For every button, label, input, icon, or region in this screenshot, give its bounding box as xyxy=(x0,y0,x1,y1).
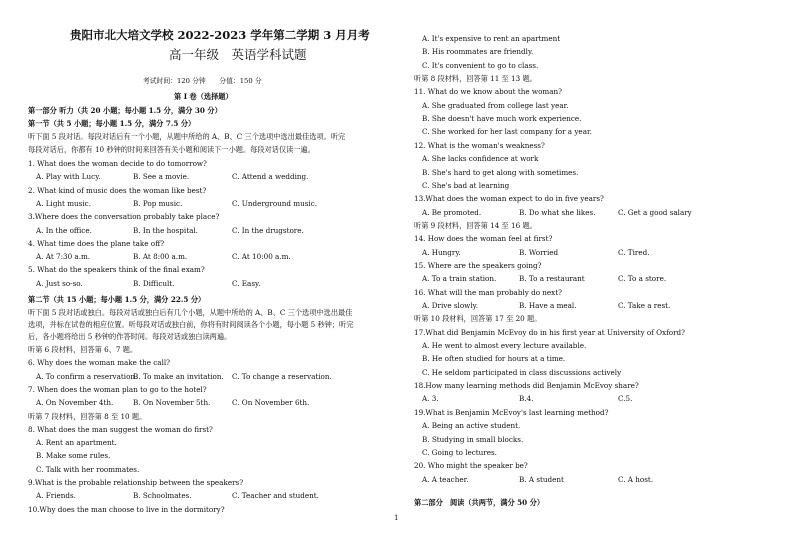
answer-option: C. She worked for her last company for a year. xyxy=(422,127,592,137)
answer-option: A. 3. xyxy=(422,394,439,404)
answer-option: B. See a movie. xyxy=(133,172,190,182)
question-text: 13.What does the woman expect to do in five years? xyxy=(414,194,604,204)
answer-option: A. In the office. xyxy=(36,225,92,235)
section2-heading: 第二节（共 15 小题；每小题 1.5 分，满分 22.5 分） xyxy=(28,295,206,304)
question-text: 16. What will the man probably do next? xyxy=(414,287,562,297)
answer-option: A. Play with Lucy. xyxy=(36,172,101,182)
answer-option: B. Difficult. xyxy=(133,278,175,288)
answer-option: B. Make some rules. xyxy=(36,451,111,461)
answer-option: A. On November 4th. xyxy=(36,398,114,408)
answer-option: B.4. xyxy=(519,394,534,404)
answer-option: C. At 10:00 a.m. xyxy=(232,252,291,262)
exam-subtitle: 高一年级 英语学科试题 xyxy=(169,47,307,62)
answer-option: C. Talk with her roommates. xyxy=(36,464,140,474)
question-text: 听第 8 段材料，回答第 11 至 13 题。 xyxy=(414,74,537,84)
answer-option: A. Just so-so. xyxy=(36,278,83,288)
answer-option: A. Be promoted. xyxy=(422,207,482,217)
question-text: 20. Who might the speaker be? xyxy=(414,461,528,471)
section2-instructions-line2: 选项，并标在试卷的相应位置。听每段对话或独白前，你将有时间阅读各个小题，每小题 5 秒钟；听完 xyxy=(28,320,354,329)
answer-option: B. He often studied for hours at a time. xyxy=(422,354,566,364)
answer-option: C. To a store. xyxy=(618,274,667,284)
section1-heading: 第一节（共 5 小题；每小题 1.5 分，满分 7.5 分） xyxy=(28,119,196,128)
page-number: 1 xyxy=(394,514,399,522)
question-text: 10.Why does the man choose to live in the dormitory? xyxy=(28,504,225,514)
answer-option: B. Pop music. xyxy=(133,198,183,208)
answer-option: C. Take a rest. xyxy=(618,301,671,310)
answer-option: C. Get a good salary xyxy=(618,207,692,217)
question-text: 8. What does the man suggest the woman do first? xyxy=(28,424,213,434)
answer-option: C. Easy. xyxy=(232,278,261,288)
part1-heading: 第一部分 听力（共 20 小题；每小题 1.5 分，满分 30 分） xyxy=(28,106,222,115)
answer-option: B. Worried xyxy=(519,247,559,257)
question-text: 5. What do the speakers think of the final exam? xyxy=(28,265,205,275)
answer-option: B. She's hard to get along with sometimes. xyxy=(422,167,579,177)
answer-option: C. Attend a wedding. xyxy=(232,172,309,182)
question-text: 12. What is the woman's weakness? xyxy=(414,140,545,150)
part2-heading: 第二部分 阅读（共两节，满分 50 分） xyxy=(414,498,545,507)
section2-instructions-line3: 后，各小题将给出 5 秒钟的作答时间。每段对话或独白读两遍。 xyxy=(28,332,232,341)
answer-option: A. A teacher. xyxy=(422,474,469,484)
answer-option: B. Schoolmates. xyxy=(133,491,192,501)
answer-option: C. Teacher and student. xyxy=(232,491,319,501)
section2-instructions-line1: 听下面 5 段对话或独白。每段对话或独白后有几个小题，从题中所给的 A、B、C 三个选项中选出最佳 xyxy=(28,308,353,317)
answer-option: A. To a train station. xyxy=(422,274,497,284)
answer-option: B. At 8:00 a.m. xyxy=(133,252,188,262)
answer-option: A. Rent an apartment. xyxy=(36,438,117,448)
question-text: 听第 10 段材料，回答第 17 至 20 题。 xyxy=(414,314,542,324)
answer-option: C. Underground music. xyxy=(232,198,318,208)
section1-instructions-line2: 每段对话后，你都有 10 秒钟的时间来回答有关小题和阅读下一小题。每段对话仅读一遍。 xyxy=(28,145,315,154)
answer-option: C. Tired. xyxy=(618,247,650,257)
answer-option: A. Drive slowly. xyxy=(422,301,479,310)
answer-option: C. To change a reservation. xyxy=(232,371,332,381)
answer-option: C.5. xyxy=(618,394,633,404)
answer-option: B. She doesn't have much work experience. xyxy=(422,114,582,124)
answer-option: B. Do what she likes. xyxy=(519,207,596,217)
answer-option: B. To a restaurant xyxy=(519,274,585,284)
answer-option: A. She graduated from college last year. xyxy=(422,100,569,110)
answer-option: C. In the drugstore. xyxy=(232,225,304,235)
question-text: 4. What time does the plane take off? xyxy=(28,238,165,248)
answer-option: C. He seldom participated in class discussions actively xyxy=(422,367,622,377)
answer-option: B. A student xyxy=(519,474,564,484)
question-text: 3.Where does the conversation probably take place? xyxy=(28,212,220,222)
answer-option: C. A host. xyxy=(618,474,654,484)
answer-option: A. She lacks confidence at work xyxy=(422,154,539,164)
answer-option: B. On November 5th. xyxy=(133,398,211,408)
question-text: 9.What is the probable relationship between the speakers? xyxy=(28,478,244,487)
answer-option: A. It's expensive to rent an apartment xyxy=(422,34,561,43)
question-text: 1. What does the woman decide to do tomorrow? xyxy=(28,159,207,168)
answer-option: A. Being an active student. xyxy=(422,421,521,431)
question-text: 听第 9 段材料，回答第 14 至 16 题。 xyxy=(414,220,537,230)
answer-option: B. To make an invitation. xyxy=(133,371,224,381)
volume-heading: 第 I 卷（选择题） xyxy=(174,92,233,101)
answer-option: C. She's bad at learning xyxy=(422,180,510,190)
answer-option: A. To confirm a reservation. xyxy=(36,371,138,381)
answer-option: B. His roommates are friendly. xyxy=(422,47,534,57)
question-text: 7. When does the woman plan to go to the hotel? xyxy=(28,384,207,394)
answer-option: B. Have a meal. xyxy=(519,301,577,310)
answer-option: A. Hungry. xyxy=(422,247,461,257)
question-text: 19.What is Benjamin McEvoy's last learning method? xyxy=(414,407,609,417)
answer-option: A. Light music. xyxy=(36,198,91,208)
question-text: 6. Why does the woman make the call? xyxy=(28,358,171,368)
question-text: 11. What do we know about the woman? xyxy=(414,87,562,97)
question-text: 听第 6 段材料，回答第 6、7 题。 xyxy=(28,345,138,354)
question-text: 18.How many learning methods did Benjamin McEvoy share? xyxy=(414,381,639,391)
answer-option: C. Going to lectures. xyxy=(422,447,497,457)
question-text: 听第 7 段材料，回答第 8 至 10 题。 xyxy=(28,411,147,421)
question-text: 14. How does the woman feel at first? xyxy=(414,234,553,244)
answer-option: C. On November 6th. xyxy=(232,398,310,408)
exam-title: 贵阳市北大培文学校 2022-2023 学年第二学期 3 月月考 xyxy=(70,28,370,42)
answer-option: A. Friends. xyxy=(36,491,76,501)
answer-option: A. At 7:30 a.m. xyxy=(36,252,91,262)
answer-option: A. He went to almost every lecture available. xyxy=(422,341,587,351)
question-text: 2. What kind of music does the woman like best? xyxy=(28,185,207,195)
question-text: 15. Where are the speakers going? xyxy=(414,260,542,270)
section1-instructions-line1: 听下面 5 段对话。每段对话后有一个小题，从题中所给的 A、B、C 三个选项中选出最佳选项。听完 xyxy=(28,132,346,141)
answer-option: B. In the hospital. xyxy=(133,225,198,235)
question-text: 17.What did Benjamin McEvoy do in his first year at University of Oxford? xyxy=(414,327,686,337)
answer-option: B. Studying in small blocks. xyxy=(422,434,524,444)
answer-option: C. It's convenient to go to class. xyxy=(422,60,539,70)
exam-info: 考试时间：120 分钟 分值：150 分 xyxy=(143,77,262,85)
